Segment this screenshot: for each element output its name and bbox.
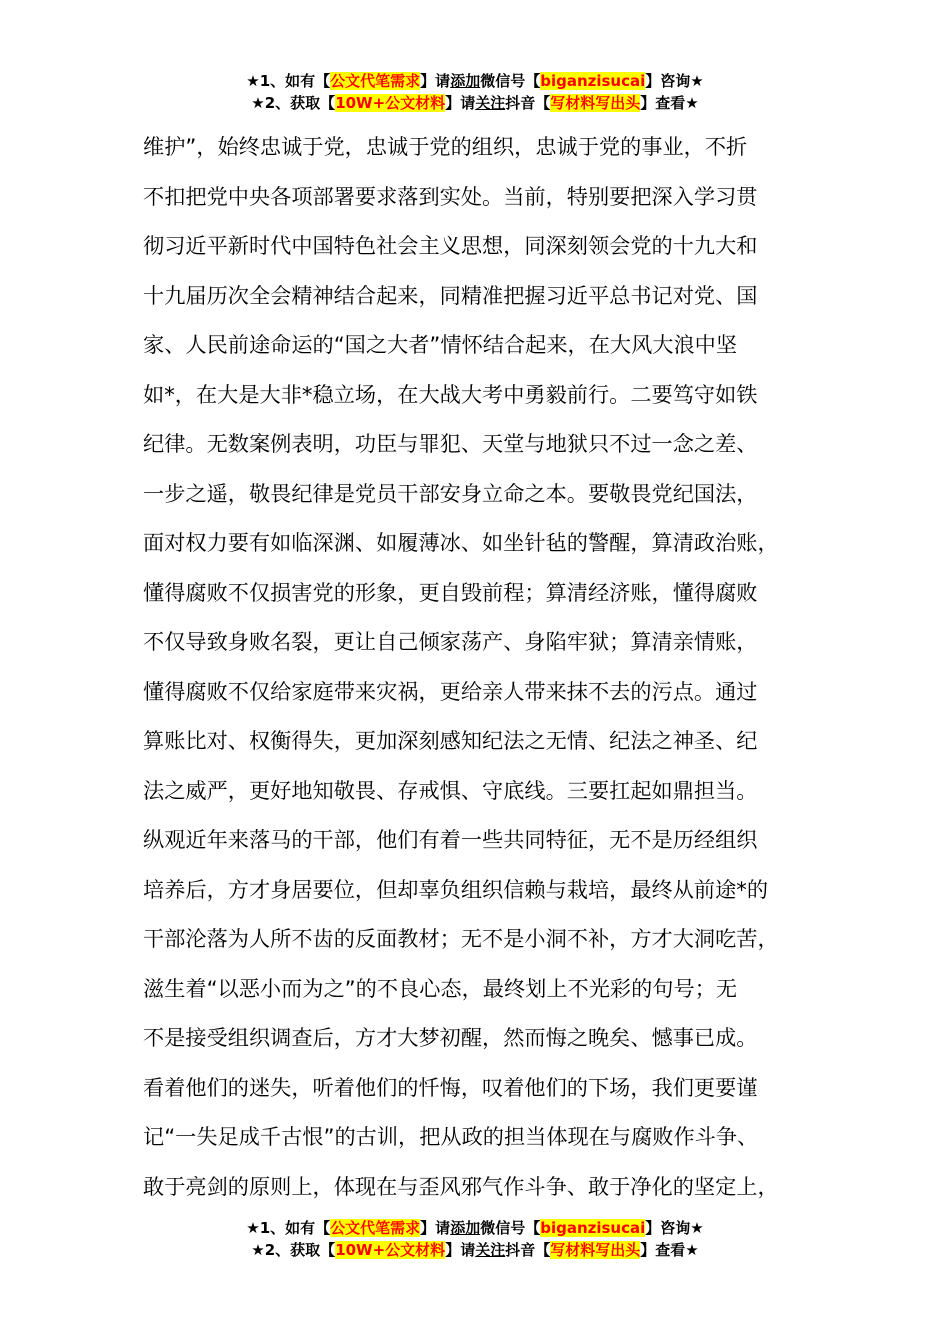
banner-text: 微信号【 — [480, 72, 541, 90]
banner-text: 】查看★ — [640, 94, 699, 112]
footer-banner — [0, 1217, 950, 1261]
banner-text: ★1、如有【 — [246, 72, 331, 90]
body-line: 记“一失足成千古恨”的古训，把从政的担当体现在与腐败作斗争、 — [143, 1124, 759, 1149]
banner-highlight: 10W+公文材料 — [335, 1241, 446, 1259]
body-line: 纪律。无数案例表明，功臣与罪犯、天堂与地狱只不过一念之差、 — [143, 431, 758, 456]
banner-text: 】请 — [445, 94, 476, 112]
body-line: 法之威严，更好地知敬畏、存戒惧、守底线。三要扛起如鼎担当。 — [143, 777, 758, 803]
body-line: 不仅导致身败名裂，更让自己倾家荡产、身陷牢狱；算清亲情账， — [143, 629, 758, 654]
banner-text: 微信号【 — [480, 1219, 541, 1237]
banner-underline: 添加 — [450, 72, 481, 90]
banner-text: ★2、获取【 — [251, 94, 336, 112]
banner-underline: 关注 — [475, 94, 506, 112]
body-line: 面对权力要有如临深渊、如履薄冰、如坐针毡的警醒，算清政治账， — [143, 530, 779, 555]
body-line: 懂得腐败不仅给家庭带来灾祸，更给亲人带来抹不去的污点。通过 — [143, 678, 758, 704]
banner-highlight: biganzisucai — [540, 72, 646, 90]
header-banner — [0, 70, 950, 114]
banner-text: 】请 — [420, 1219, 451, 1237]
banner-highlight: 公文代笔需求 — [330, 72, 421, 90]
body-line: 干部沦落为人所不齿的反面教材；无不是小洞不补，方才大洞吃苦， — [143, 926, 779, 951]
banner-highlight: 写材料写出头 — [550, 1241, 641, 1259]
banner-text: 】查看★ — [640, 1241, 699, 1259]
banner-highlight: 写材料写出头 — [550, 94, 641, 112]
banner-text: 抖音【 — [505, 1241, 551, 1259]
body-line: 不是接受组织调查后，方才大梦初醒，然而悔之晚矣、憾事已成。 — [143, 1025, 758, 1050]
body-line: 滋生着“以恶小而为之”的不良心态，最终划上不光彩的句号；无 — [143, 975, 738, 1001]
banner-text: 】咨询★ — [645, 1219, 704, 1237]
body-line: 敢于亮剑的原则上，体现在与歪风邪气作斗争、敢于净化的坚定上， — [143, 1173, 779, 1199]
body-line: 看着他们的迷失，听着他们的忏悔，叹着他们的下场，我们更要谨 — [143, 1074, 758, 1100]
banner-text: ★2、获取【 — [251, 1241, 336, 1259]
banner-text: 】请 — [445, 1241, 476, 1259]
body-line: 家、人民前途命运的“国之大者”情怀结合起来，在大风大浪中坚 — [143, 332, 738, 357]
banner-highlight: biganzisucai — [540, 1219, 646, 1237]
banner-underline: 关注 — [475, 1241, 506, 1259]
body-line: 懂得腐败不仅损害党的形象，更自毁前程；算清经济账，懂得腐败 — [143, 579, 758, 605]
banner-line-1 — [0, 70, 950, 92]
banner-line-1 — [0, 1217, 950, 1239]
banner-line-2 — [0, 1239, 950, 1261]
body-line: 维护”，始终忠诚于党，忠诚于党的组织，忠诚于党的事业，不折 — [143, 134, 748, 159]
body-line: 十九届历次全会精神结合起来，同精准把握习近平总书记对党、国 — [143, 282, 758, 308]
body-line: 彻习近平新时代中国特色社会主义思想，同深刻领会党的十九大和 — [143, 233, 758, 258]
banner-underline: 添加 — [450, 1219, 481, 1237]
body-line: 纵观近年来落马的干部，他们有着一些共同特征，无不是历经组织 — [143, 827, 758, 852]
body-line: 如*，在大是大非*稳立场，在大战大考中勇毅前行。二要笃守如铁 — [143, 381, 758, 407]
banner-text: 抖音【 — [505, 94, 551, 112]
body-line: 培养后，方才身居要位，但却辜负组织信赖与栽培，最终从前途*的 — [143, 876, 769, 902]
body-line: 不扣把党中央各项部署要求落到实处。当前，特别要把深入学习贯 — [143, 183, 758, 209]
banner-text: 】咨询★ — [645, 72, 704, 90]
body-line: 一步之遥，敬畏纪律是党员干部安身立命之本。要敬畏党纪国法， — [143, 480, 758, 506]
document-body — [143, 122, 833, 1211]
body-line: 算账比对、权衡得失，更加深刻感知纪法之无情、纪法之神圣、纪 — [143, 728, 758, 753]
banner-highlight: 10W+公文材料 — [335, 94, 446, 112]
banner-highlight: 公文代笔需求 — [330, 1219, 421, 1237]
banner-text: ★1、如有【 — [246, 1219, 331, 1237]
banner-line-2 — [0, 92, 950, 114]
banner-text: 】请 — [420, 72, 451, 90]
